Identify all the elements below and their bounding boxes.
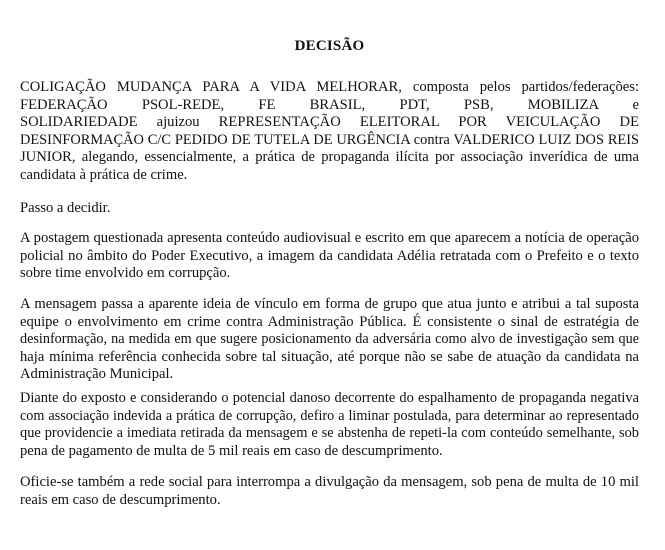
paragraph-line: A postagem questionada apresenta conteúdo audiovisual e escrito em que aparecem a notícia de operação xyxy=(20,230,639,246)
paragraph-line: sobre time envolvido em corrupção. xyxy=(20,265,231,281)
paragraph-line: policial no âmbito do Poder Executivo, a imagem da candidata Adélia retratada com o Prefeito e o texto xyxy=(20,247,639,264)
paragraph-notification xyxy=(20,474,639,509)
paragraph-line: com associação indevida a prática de corrupção, defiro a liminar postulada, para determinar ao representado xyxy=(20,407,639,424)
paragraph-line: desinformação, na medida em que sugere posicionamento da adversária como alvo de investigação sem que xyxy=(20,331,639,347)
paragraph-line: Diante do exposto e considerando o potencial danoso decorrente do espalhamento de propaganda negativa xyxy=(20,390,639,406)
paragraph-line: Oficie-se também a rede social para interrompa a divulgação da mensagem, sob pena de multa de 10 mil xyxy=(20,474,639,490)
paragraph-line: COLIGAÇÃO MUDANÇA PARA A VIDA MELHORAR, composta pelos partidos/federações: xyxy=(20,79,639,95)
paragraph-complaint xyxy=(20,79,639,184)
document-title: DECISÃO xyxy=(294,38,365,54)
paragraph-decide xyxy=(20,200,639,218)
paragraph-line: DESINFORMAÇÃO C/C PEDIDO DE TUTELA DE URGÊNCIA contra VALDERICO LUIZ DOS REIS xyxy=(20,131,639,148)
paragraph-line: pena de pagamento de multa de 5 mil reais em caso de descumprimento. xyxy=(20,442,443,459)
paragraph-line: reais em caso de descumprimento. xyxy=(20,491,221,508)
paragraph-line: JUNIOR, alegando, essencialmente, a prática de propaganda ilícita por associação inverídica de uma xyxy=(20,149,639,165)
paragraph-line: candidata à prática de crime. xyxy=(20,166,188,183)
paragraph-line: Administração Municipal. xyxy=(20,366,174,382)
paragraph-line: que providencie a imediata retirada da mensagem e se abstenha de repeti-la com conteúdo semelhante, sob xyxy=(20,425,639,441)
paragraph-line: equipe o envolvimento em crime contra Administração Pública. É consistente o sinal de estratégia de xyxy=(20,313,639,330)
paragraph-line: Passo a decidir. xyxy=(20,200,111,216)
paragraph-ruling xyxy=(20,390,639,460)
paragraph-line: haja mínima referência conhecida sobre tal situação, até porque não se sabe de atuação da candidata na xyxy=(20,348,639,365)
paragraph-line: FEDERAÇÃO PSOL-REDE, FE BRASIL, PDT, PSB, MOBILIZA e xyxy=(20,96,639,113)
paragraph-analysis xyxy=(20,296,639,384)
paragraph-line: A mensagem passa a aparente ideia de vínculo em forma de grupo que atua junto e atribui a tal suposta xyxy=(20,296,639,312)
paragraph-line: SOLIDARIEDADE ajuizou REPRESENTAÇÃO ELEITORAL POR VEICULAÇÃO DE xyxy=(20,114,639,130)
paragraph-post-description xyxy=(20,230,639,283)
